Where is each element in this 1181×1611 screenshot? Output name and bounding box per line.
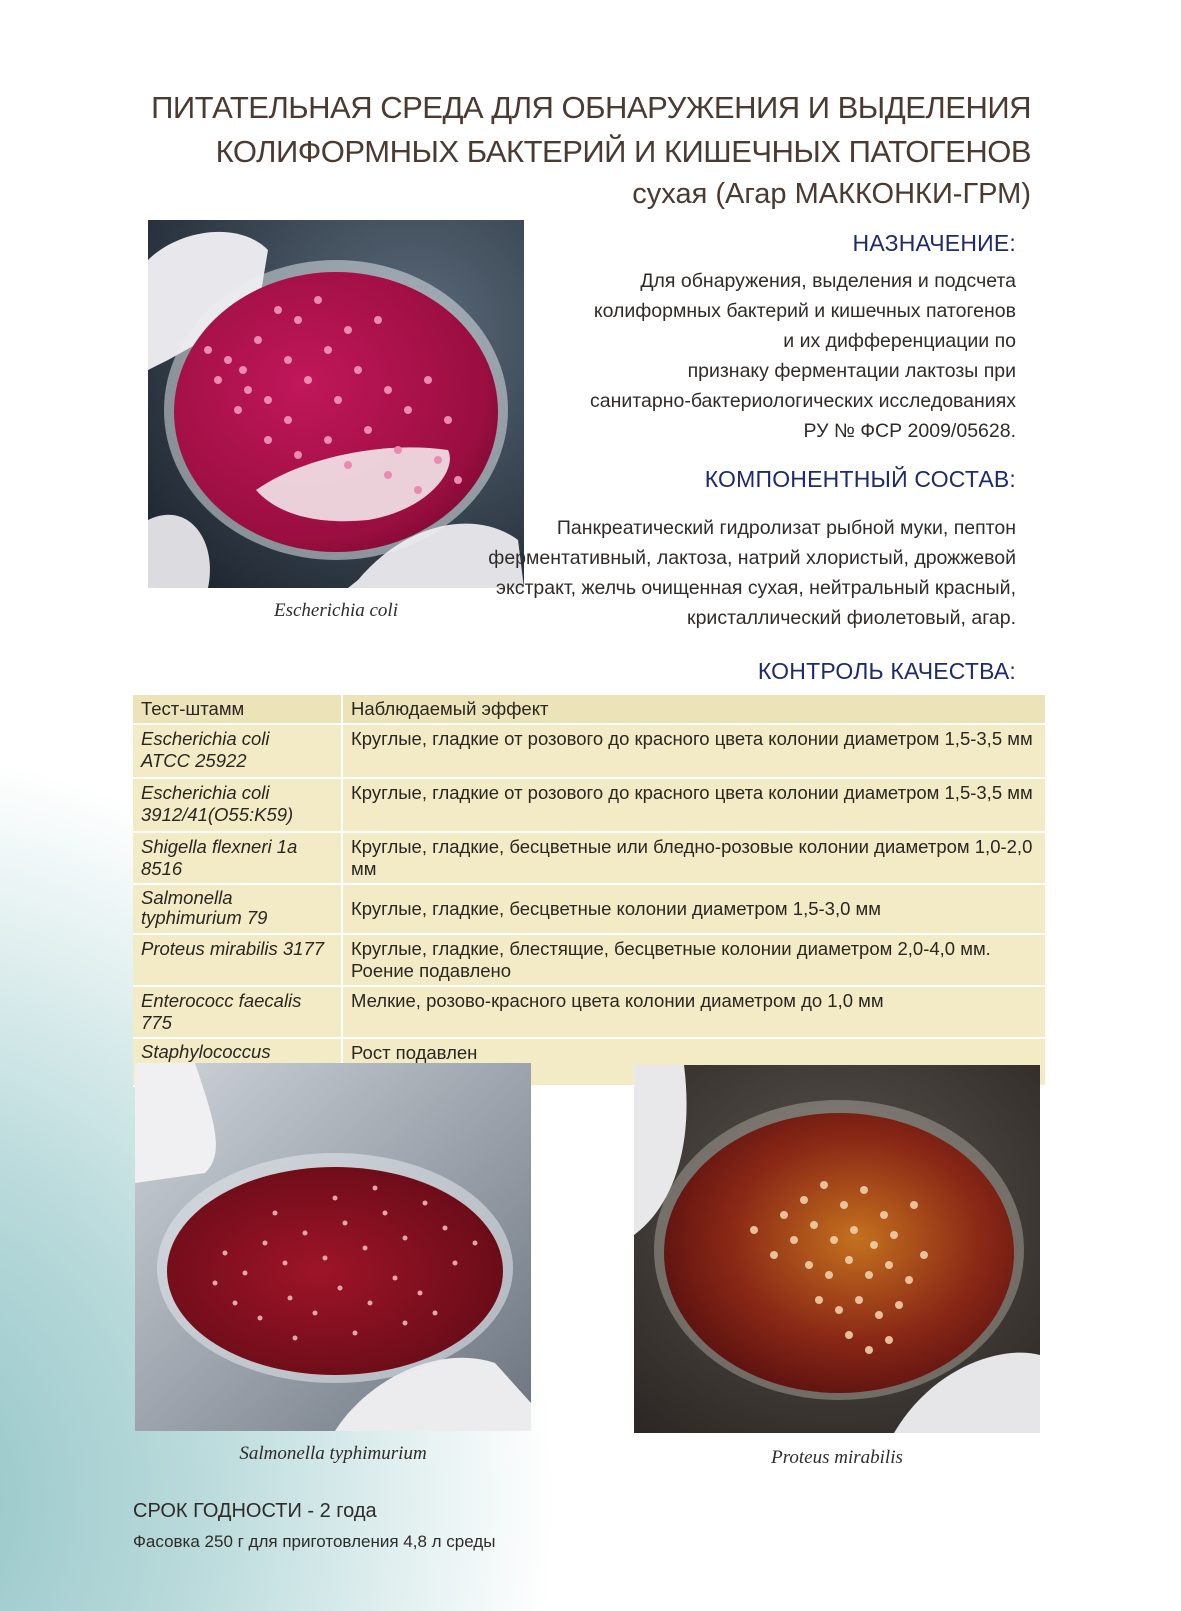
strain-name: Staphylococcus (141, 1041, 271, 1062)
strain-name: Enterococc faecalis 775 (141, 990, 302, 1033)
effect-line: Круглые, гладкие, блестящие, бесцветные колонии диаметром 2,0-4,0 мм. (351, 938, 991, 959)
col-header-effect: Наблюдаемый эффект (342, 695, 1045, 724)
purpose-line: и их дифференциации по (783, 330, 1016, 352)
quality-table (133, 695, 1045, 1087)
composition-heading: КОМПОНЕНТНЫЙ СОСТАВ: (704, 466, 1016, 492)
salmonella-plate-photo (135, 1063, 531, 1431)
proteus-plate-photo (634, 1065, 1040, 1433)
composition-line: экстракт, желчь очищенная сухая, нейтральный красный, (496, 577, 1016, 599)
document-title (131, 86, 1031, 214)
table-row (133, 832, 1045, 884)
strain-name: Proteus mirabilis 3177 (141, 938, 325, 959)
purpose-line: санитарно-бактериологических исследованиях (590, 390, 1016, 412)
table-row (133, 884, 1045, 934)
effect-cell: Круглые, гладкие от розового до красного цвета колонии диаметром 1,5-3,5 мм (342, 724, 1045, 778)
strain-name: Shigella flexneri 1a 8516 (141, 836, 298, 879)
strain-cell (133, 832, 342, 884)
quality-heading: КОНТРОЛЬ КАЧЕСТВА: (757, 658, 1016, 684)
purpose-text (456, 266, 1016, 446)
purpose-line: колиформных бактерий и кишечных патогенов (593, 300, 1016, 322)
table-row (133, 986, 1045, 1038)
strain-code: ATCC 25922 (141, 750, 247, 771)
strain-cell (133, 986, 342, 1038)
packaging-info: Фасовка 250 г для приготовления 4,8 л среды (133, 1532, 496, 1551)
strain-name: Escherichia coli (141, 782, 270, 803)
purpose-line: признаку ферментации лактозы при (687, 360, 1016, 382)
strain-code: 3912/41(O55:K59) (141, 804, 294, 825)
title-line-3: сухая (Агар МАККОНКИ-ГРМ) (632, 178, 1031, 210)
strain-name: Escherichia coli (141, 728, 270, 749)
table-row (133, 724, 1045, 778)
composition-line: ферментативный, лактоза, натрий хлористый, дрожжевой (488, 547, 1016, 569)
proteus-caption: Proteus mirabilis (771, 1447, 903, 1468)
table-header-row (133, 695, 1045, 724)
strain-cell (133, 884, 342, 934)
effect-cell: Круглые, гладкие, бесцветные или бледно-розовые колонии диаметром 1,0-2,0 мм (342, 832, 1045, 884)
strain-code: typhimurium 79 (141, 907, 268, 928)
purpose-line: РУ № ФСР 2009/05628. (803, 420, 1016, 442)
effect-cell: Круглые, гладкие от розового до красного цвета колонии диаметром 1,5-3,5 мм (342, 778, 1045, 832)
title-line-2: КОЛИФОРМНЫХ БАКТЕРИЙ И КИШЕЧНЫХ ПАТОГЕНОВ (215, 134, 1031, 169)
purpose-line: Для обнаружения, выделения и подсчета (640, 270, 1016, 292)
table-row (133, 934, 1045, 986)
effect-line: Роение подавлено (351, 960, 512, 981)
ecoli-caption: Escherichia coli (274, 600, 398, 621)
composition-text (456, 513, 1016, 633)
purpose-heading: НАЗНАЧЕНИЕ: (852, 230, 1016, 256)
strain-cell (133, 934, 342, 986)
title-line-1: ПИТАТЕЛЬНАЯ СРЕДА ДЛЯ ОБНАРУЖЕНИЯ И ВЫДЕЛЕНИЯ (151, 90, 1031, 125)
salmonella-caption: Salmonella typhimurium (239, 1443, 427, 1464)
effect-cell: Круглые, гладкие, бесцветные колонии диаметром 1,5-3,0 мм (342, 884, 1045, 934)
col-header-strain: Тест-штамм (133, 695, 342, 724)
effect-cell: Рост подавлен (342, 1038, 1045, 1086)
composition-line: кристаллический фиолетовый, агар. (687, 607, 1016, 629)
effect-cell (342, 934, 1045, 986)
composition-line: Панкреатический гидролизат рыбной муки, пептон (556, 517, 1016, 539)
strain-cell (133, 778, 342, 832)
table-row (133, 778, 1045, 832)
strain-cell (133, 724, 342, 778)
shelf-life: СРОК ГОДНОСТИ - 2 года (133, 1500, 377, 1522)
effect-cell: Мелкие, розово-красного цвета колонии диаметром до 1,0 мм (342, 986, 1045, 1038)
strain-name: Salmonella (141, 887, 233, 908)
